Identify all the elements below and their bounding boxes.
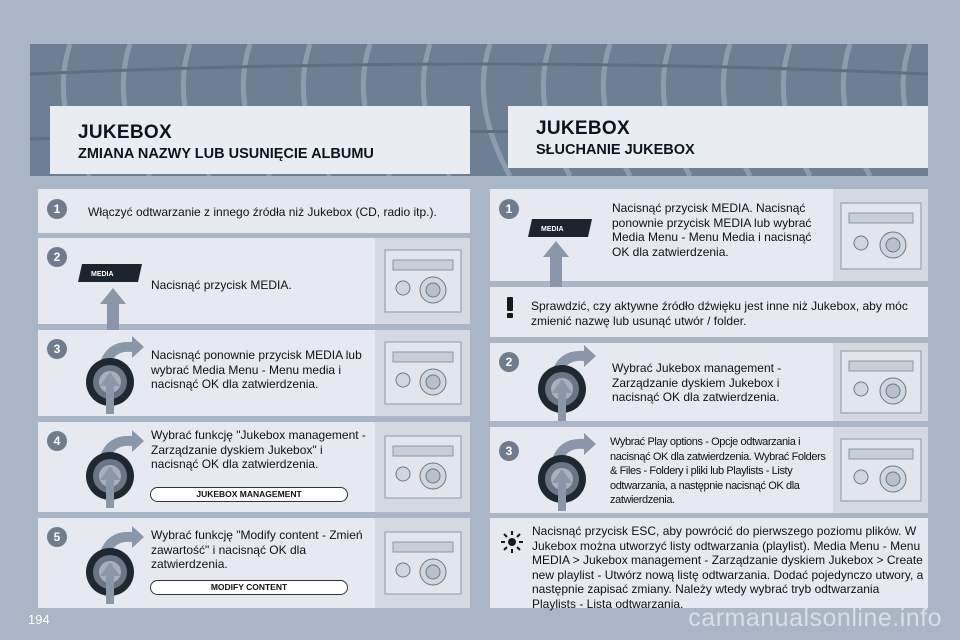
left-step-3 (38, 330, 470, 416)
step-text: Nacisnąć ponownie przycisk MEDIA lub wybrać Media Menu - Menu media i nacisnąć OK dla zatwierdzenia. (151, 348, 362, 391)
radio-unit-icon (383, 530, 463, 596)
right-title: JUKEBOX (536, 118, 630, 139)
left-subtitle: ZMIANA NAZWY LUB USUNIĘCIE ALBUMU (78, 146, 374, 162)
rotary-knob-icon (538, 341, 618, 425)
step-number: 2 (499, 352, 519, 372)
media-label: MEDIA (91, 271, 114, 278)
step-number: 2 (47, 247, 67, 267)
step-text: Włączyć odtwarzanie z innego źródła niż Jukebox (CD, radio itp.). (88, 205, 437, 219)
step-number: 5 (47, 527, 67, 547)
modify-content-pill: MODIFY CONTENT (150, 580, 348, 595)
exclamation-icon (500, 297, 520, 319)
tip-sun-icon (500, 530, 524, 554)
radio-unit-icon (383, 434, 463, 500)
right-step-3 (490, 427, 928, 513)
radio-unit-icon (383, 340, 463, 406)
left-title-box (50, 106, 470, 174)
left-title: JUKEBOX (78, 122, 172, 143)
step-text: Wybrać funkcję "Jukebox management - Zarządzanie dyskiem Jukebox" i nacisnąć OK dla zatwierdzenia. (151, 428, 366, 471)
media-label: MEDIA (541, 226, 564, 233)
media-button-icon (528, 211, 598, 291)
left-step-1 (38, 189, 470, 233)
left-step-5 (38, 518, 470, 608)
step-number: 3 (47, 339, 67, 359)
left-step-2 (38, 238, 470, 324)
step-number: 1 (499, 199, 519, 219)
left-step-4 (38, 422, 470, 512)
step-text: Wybrać funkcję "Modify content - Zmień zawartość" i nacisnąć OK dla zatwierdzenia. (151, 528, 363, 571)
step-number: 4 (47, 431, 67, 451)
step-number: 1 (47, 199, 67, 219)
jukebox-management-pill: JUKEBOX MANAGEMENT (150, 487, 348, 502)
right-step-2 (490, 343, 928, 421)
step-text: Wybrać Play options - Opcje odtwarzania i nacisnąć OK dla zatwierdzenia. Wybrać Folders & Files - Foldery i pliki lub Playlists - Listy odtwarzania, a następnie nacisnąć OK dla zatwierdzenia. (610, 436, 826, 506)
right-subtitle: SŁUCHANIE JUKEBOX (536, 142, 695, 158)
radio-unit-icon (839, 201, 923, 271)
right-step-1 (490, 189, 928, 281)
warning-panel (490, 287, 928, 337)
radio-unit-icon (383, 248, 463, 314)
radio-unit-icon (839, 437, 923, 503)
warning-text: Sprawdzić, czy aktywne źródło dźwięku jest inne niż Jukebox, aby móc zmienić nazwę lub usunąć utwór / folder. (531, 299, 908, 328)
tip-panel (490, 518, 928, 611)
watermark: carmanualsonline.info (688, 604, 942, 632)
step-text: Wybrać Jukebox management - Zarządzanie dyskiem Jukebox i nacisnąć OK dla zatwierdzenia. (612, 361, 782, 404)
step-text: Nacisnąć przycisk MEDIA. (151, 278, 292, 292)
right-title-box (508, 106, 928, 168)
page-number: 194 (28, 612, 50, 627)
tip-text: Nacisnąć przycisk ESC, aby powrócić do pierwszego poziomu plików. W Jukebox można utworzyć listy odtwarzania (playlist). Media Menu - Menu MEDIA > Jukebox management - Zarządzanie dyskiem Jukebox > Create new playlist - Utwórz nową listę odtwarzania. Dodać pojedynczo utwory, a następnie zapisać zmiany. Należy wtedy wybrać tryb odtwarzania Playlists - Lista odtwarzania. (532, 524, 924, 611)
rotary-knob-icon (538, 429, 618, 513)
step-number: 3 (499, 441, 519, 461)
media-button-icon (78, 260, 148, 336)
step-text: Nacisnąć przycisk MEDIA. Nacisnąć ponownie przycisk MEDIA lub wybrać Media Menu - Menu Media i nacisnąć OK dla zatwierdzenia. (612, 201, 812, 259)
radio-unit-icon (839, 349, 923, 415)
